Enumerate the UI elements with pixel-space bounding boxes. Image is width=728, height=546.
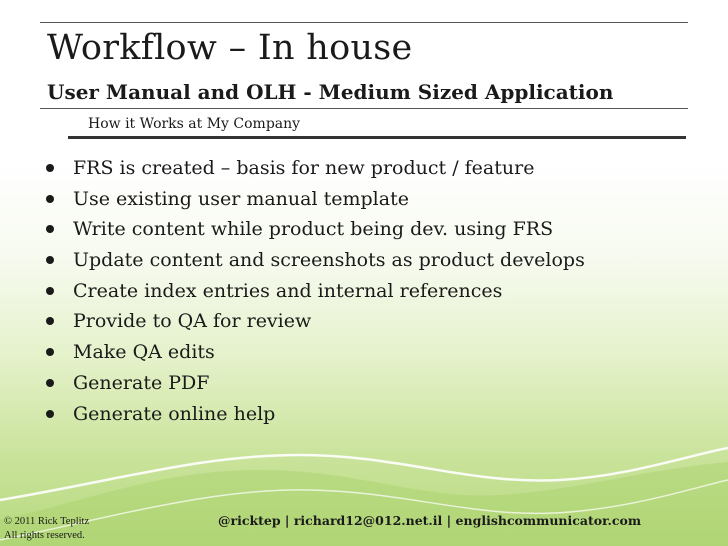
slide-subtitle: User Manual and OLH - Medium Sized Application (47, 80, 614, 104)
bullet-item (40, 276, 585, 307)
bullet-item (40, 368, 585, 399)
slide-title: Workflow – In house (47, 28, 413, 68)
bullet-item (40, 337, 585, 368)
bullet-text: Make QA edits (73, 341, 215, 364)
bullet-text: Generate online help (73, 402, 276, 425)
bullet-text: Generate PDF (73, 371, 210, 394)
bullet-text: Create index entries and internal references (73, 279, 503, 302)
bullet-list (40, 153, 585, 429)
bullet-item (40, 214, 585, 245)
bullet-item (40, 153, 585, 184)
bullet-item (40, 399, 585, 430)
bullet-item (40, 184, 585, 215)
bullet-dot-icon (46, 256, 54, 264)
footer-contact: @ricktep | richard12@012.net.il | englishcommunicator.com (218, 513, 642, 528)
bullet-dot-icon (46, 348, 54, 356)
bullet-text: Provide to QA for review (73, 310, 312, 333)
bullet-text: Update content and screenshots as product develops (73, 249, 585, 272)
bullet-text: Write content while product being dev. using FRS (73, 218, 554, 241)
bullet-text: Use existing user manual template (73, 187, 409, 210)
bullet-dot-icon (46, 410, 54, 418)
bullet-dot-icon (46, 225, 54, 233)
bullet-text: FRS is created – basis for new product / feature (73, 157, 535, 179)
copyright-line: © 2011 Rick Teplitz (4, 516, 90, 527)
bullet-item (40, 245, 585, 276)
bullet-dot-icon (46, 195, 54, 203)
bullet-dot-icon (46, 287, 54, 295)
section-heading: How it Works at My Company (88, 116, 301, 132)
bullet-dot-icon (46, 164, 54, 172)
bullet-item (40, 306, 585, 337)
subtitle-rule (40, 108, 688, 109)
section-rule (68, 136, 686, 139)
bullet-dot-icon (46, 317, 54, 325)
top-rule (40, 22, 688, 23)
bullet-dot-icon (46, 379, 54, 387)
copyright-line: All rights reserved. (4, 530, 85, 541)
